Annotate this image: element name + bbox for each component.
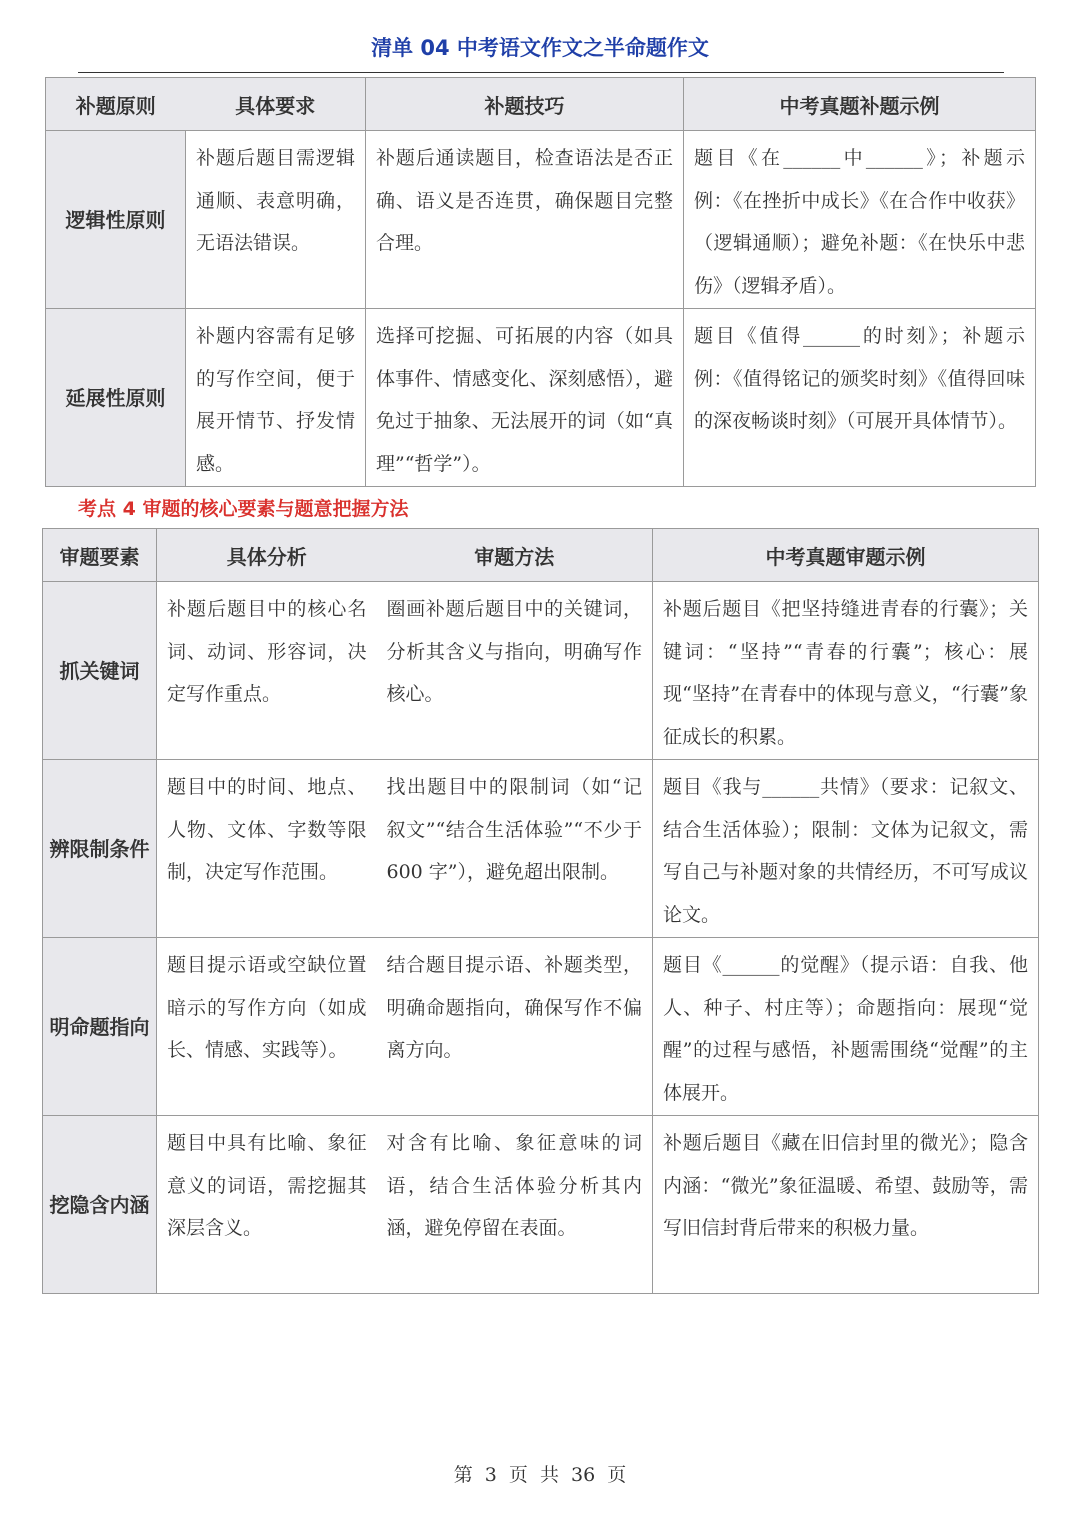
requirement-cell: 补题后题目需逻辑通顺、表意明确，无语法错误。 bbox=[186, 131, 366, 309]
analysis-cell: 补题后题目中的核心名词、动词、形容词，决定写作重点。 bbox=[157, 582, 377, 760]
row-label-direction: 明命题指向 bbox=[43, 938, 157, 1116]
column-header-example: 中考真题审题示例 bbox=[653, 529, 1039, 582]
row-label-keywords: 抓关键词 bbox=[43, 582, 157, 760]
example-cell: 补题后题目《藏在旧信封里的微光》；隐含内涵：“微光”象征温暖、希望、鼓励等，需写旧信封背后带来的积极力量。 bbox=[653, 1116, 1039, 1294]
column-header-requirement: 具体要求 bbox=[186, 78, 366, 131]
table-header-row bbox=[43, 529, 1039, 582]
table-row bbox=[43, 582, 1039, 760]
title-divider bbox=[78, 72, 1004, 73]
method-cell: 结合题目提示语、补题类型，明确命题指向，确保写作不偏离方向。 bbox=[377, 938, 653, 1116]
column-header-technique: 补题技巧 bbox=[366, 78, 684, 131]
table-row bbox=[46, 309, 1036, 487]
section-heading: 考点 4 审题的核心要素与题意把握方法 bbox=[78, 498, 409, 520]
method-cell: 对含有比喻、象征意味的词语，结合生活体验分析其内涵，避免停留在表面。 bbox=[377, 1116, 653, 1294]
table-row bbox=[43, 1116, 1039, 1294]
method-cell: 找出题目中的限制词（如“记叙文”“结合生活体验”“不少于 600 字”），避免超出限制。 bbox=[377, 760, 653, 938]
example-cell: 题目《在______中______》；补题示例：《在挫折中成长》《在合作中收获》（逻辑通顺）；避免补题：《在快乐中悲伤》（逻辑矛盾）。 bbox=[684, 131, 1036, 309]
column-header-principle: 补题原则 bbox=[46, 78, 186, 131]
analysis-cell: 题目提示语或空缺位置暗示的写作方向（如成长、情感、实践等）。 bbox=[157, 938, 377, 1116]
technique-cell: 选择可挖掘、可拓展的内容（如具体事件、情感变化、深刻感悟），避免过于抽象、无法展开的词（如“真理”“哲学”）。 bbox=[366, 309, 684, 487]
technique-cell: 补题后通读题目，检查语法是否正确、语义是否连贯，确保题目完整合理。 bbox=[366, 131, 684, 309]
table-row bbox=[46, 131, 1036, 309]
example-cell: 题目《值得______的时刻》；补题示例：《值得铭记的颁奖时刻》《值得回味的深夜畅谈时刻》（可展开具体情节）。 bbox=[684, 309, 1036, 487]
column-header-element: 审题要素 bbox=[43, 529, 157, 582]
example-cell: 补题后题目《把坚持缝进青春的行囊》；关键词：“坚持”“青春的行囊”；核心：展现“坚持”在青春中的体现与意义，“行囊”象征成长的积累。 bbox=[653, 582, 1039, 760]
document-title: 清单 04 中考语文作文之半命题作文 bbox=[371, 36, 709, 60]
analysis-cell: 题目中具有比喻、象征意义的词语，需挖掘其深层含义。 bbox=[157, 1116, 377, 1294]
topic-review-table bbox=[42, 528, 1039, 1294]
row-label-connotation: 挖隐含内涵 bbox=[43, 1116, 157, 1294]
supplement-principles-table bbox=[45, 77, 1036, 487]
column-header-method: 审题方法 bbox=[377, 529, 653, 582]
requirement-cell: 补题内容需有足够的写作空间，便于展开情节、抒发情感。 bbox=[186, 309, 366, 487]
column-header-example: 中考真题补题示例 bbox=[684, 78, 1036, 131]
example-cell: 题目《我与______共情》（要求：记叙文、结合生活体验）；限制：文体为记叙文，需写自己与补题对象的共情经历，不可写成议论文。 bbox=[653, 760, 1039, 938]
table-header-row bbox=[46, 78, 1036, 131]
row-label-limits: 辨限制条件 bbox=[43, 760, 157, 938]
column-header-analysis: 具体分析 bbox=[157, 529, 377, 582]
example-cell: 题目《______的觉醒》（提示语：自我、他人、种子、村庄等）；命题指向：展现“觉醒”的过程与感悟，补题需围绕“觉醒”的主体展开。 bbox=[653, 938, 1039, 1116]
row-label-extension: 延展性原则 bbox=[46, 309, 186, 487]
table-row bbox=[43, 760, 1039, 938]
analysis-cell: 题目中的时间、地点、人物、文体、字数等限制，决定写作范围。 bbox=[157, 760, 377, 938]
method-cell: 圈画补题后题目中的关键词，分析其含义与指向，明确写作核心。 bbox=[377, 582, 653, 760]
row-label-logic: 逻辑性原则 bbox=[46, 131, 186, 309]
table-row bbox=[43, 938, 1039, 1116]
page-number: 第 3 页 共 36 页 bbox=[453, 1464, 627, 1486]
